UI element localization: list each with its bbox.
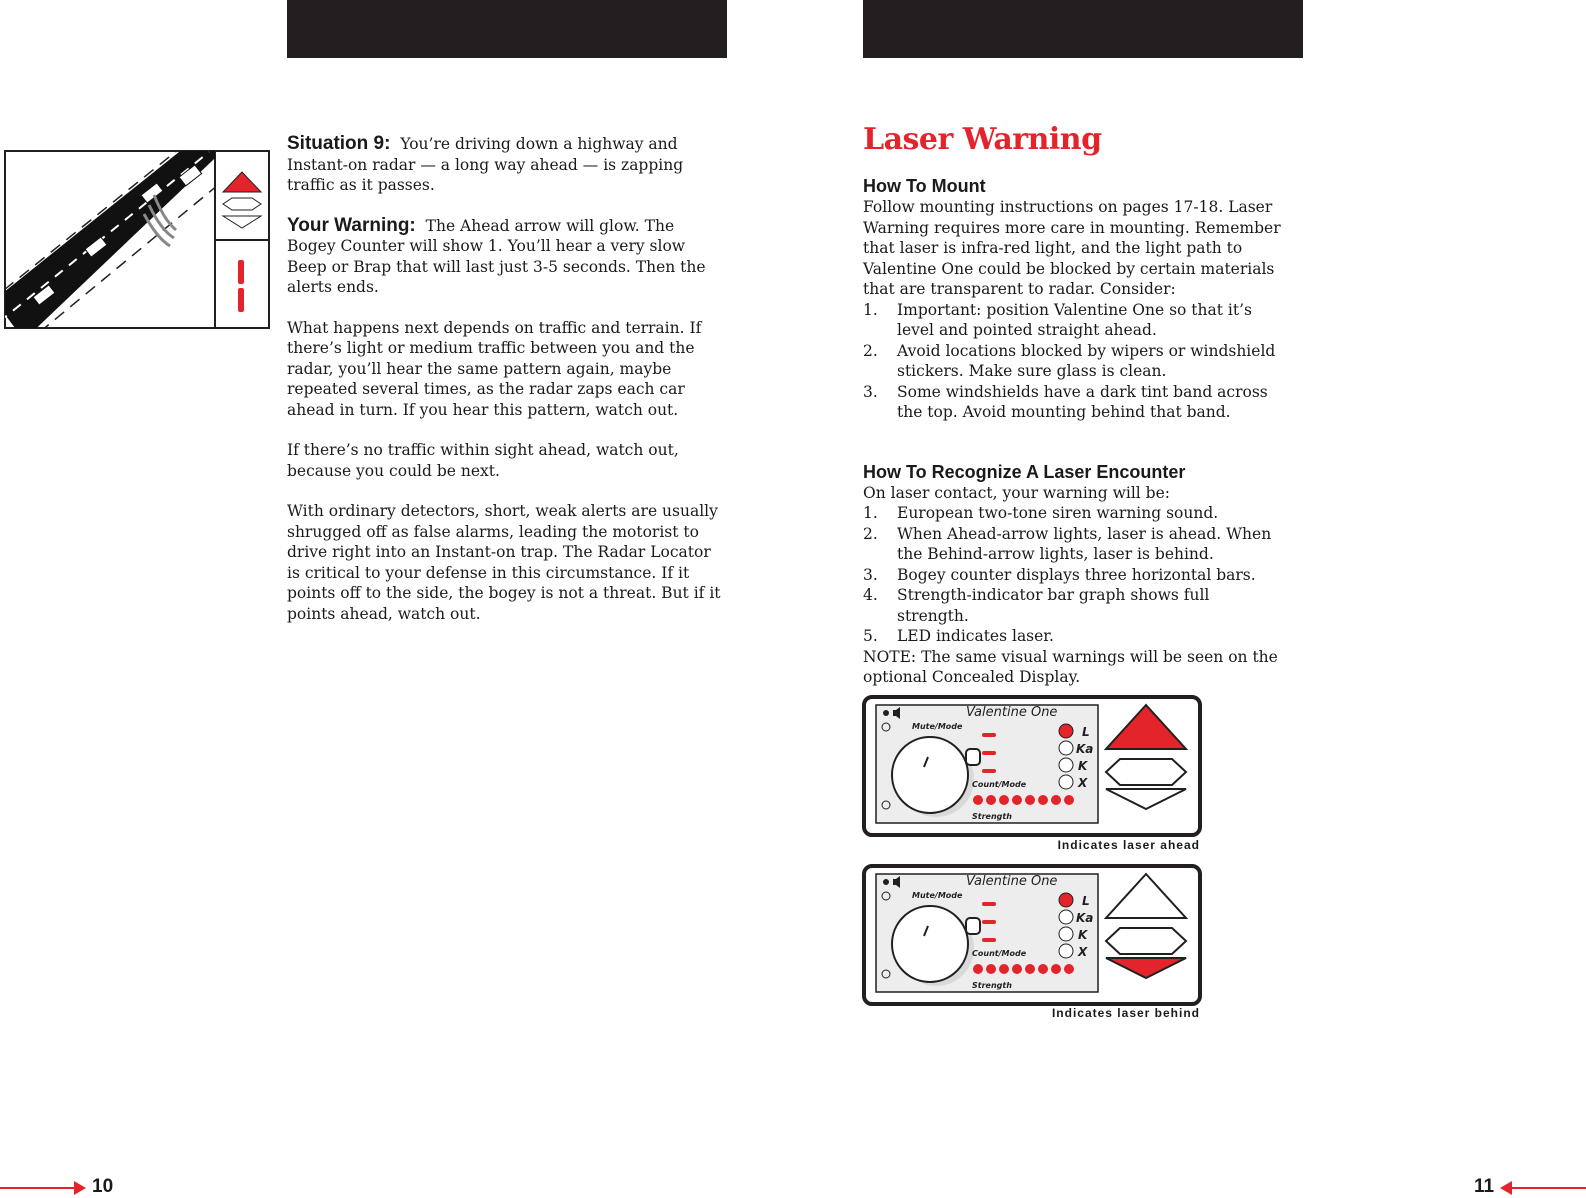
- list-item: 3. Bogey counter displays three horizontal bars.: [863, 565, 1256, 584]
- footer-rule-right: [1510, 1187, 1586, 1189]
- mute-mode-label: Mute/Mode: [912, 891, 963, 900]
- band-label: K: [1078, 928, 1088, 942]
- paragraph: With ordinary detectors, short, weak alerts are usually shrugged off as false alarms, leading the motorist to drive right into an Instant-on trap. The Radar Locator is critical to your defense in this circumstance. If it points off to the side, the bogey is not a threat. But if it points ahead, watch out.: [287, 502, 721, 623]
- detector-display-ahead: [862, 695, 1202, 837]
- mute-mode-label: Mute/Mode: [912, 722, 963, 731]
- header-bar-right: [863, 0, 1303, 58]
- band-label: L: [1082, 725, 1090, 739]
- paragraph: If there’s no traffic within sight ahead, watch out, because you could be next.: [287, 441, 679, 480]
- band-label: X: [1078, 776, 1088, 790]
- band-label: L: [1082, 894, 1090, 908]
- warning-text: The Ahead arrow will glow. The Bogey Counter will show 1. You’ll hear a very slow Beep or Brap that will last just 3-5 seconds. Then the alerts ends.: [287, 216, 706, 296]
- side-arrow-icon: [1106, 928, 1186, 954]
- situation-label: Situation 9:: [287, 133, 391, 154]
- note-text: NOTE: The same visual warnings will be seen on the optional Concealed Display.: [863, 647, 1278, 686]
- band-label: X: [1078, 945, 1088, 959]
- page-number-right: 11: [1474, 1176, 1495, 1197]
- page-title: Laser Warning: [863, 122, 1102, 157]
- detector-display-behind: [862, 864, 1202, 1006]
- arrow-right-icon: [74, 1181, 86, 1195]
- header-bar-left: [287, 0, 727, 58]
- brand-label: Valentine One: [966, 874, 1058, 889]
- list-item: 1. European two-tone siren warning sound.: [863, 504, 1219, 522]
- caption-behind: Indicates laser behind: [1051, 1006, 1200, 1020]
- recognize-intro: On laser contact, your warning will be:: [863, 483, 1170, 502]
- paragraph: What happens next depends on traffic and terrain. If there’s light or medium traffic between you and the radar, you’ll hear the same pattern again, maybe repeated several times, as the radar zaps each car ahead in turn. If you hear this pattern, watch out.: [287, 318, 702, 419]
- list-item: 5. LED indicates laser.: [863, 627, 1054, 645]
- brand-label: Valentine One: [966, 705, 1058, 720]
- list-item: 2. When Ahead-arrow lights, laser is ahead. When the Behind-arrow lights, laser is behind.: [863, 524, 1272, 563]
- band-label: Ka: [1076, 911, 1094, 925]
- left-page-text: [287, 134, 727, 624]
- list-item: 4. Strength-indicator bar graph shows full strength.: [863, 586, 1210, 625]
- strength-label: Strength: [972, 981, 1012, 990]
- caption-ahead: Indicates laser ahead: [1057, 838, 1200, 852]
- section-heading-recognize: How To Recognize A Laser Encounter: [863, 461, 1186, 482]
- band-label: K: [1078, 759, 1088, 773]
- footer-rule-left: [0, 1187, 76, 1189]
- strength-label: Strength: [972, 812, 1012, 821]
- section-heading-mount: How To Mount: [863, 176, 986, 196]
- list-item: 1. Important: position Valentine One so that it’s level and pointed straight ahead.: [863, 300, 1252, 339]
- list-item: 3. Some windshields have a dark tint band across the top. Avoid mounting behind that band.: [863, 382, 1268, 421]
- mount-text: Follow mounting instructions on pages 17-18. Laser Warning requires more care in mounting. Remember that laser is infra-red light, and the light path to Valentine One could be blocked by certain materials that are transparent to radar. Consider:: [863, 198, 1281, 298]
- warning-label: Your Warning:: [287, 214, 416, 236]
- count-mode-label: Count/Mode: [972, 949, 1027, 958]
- page-number-left: 10: [92, 1176, 114, 1197]
- band-label: Ka: [1076, 742, 1094, 756]
- side-arrow-icon: [223, 198, 261, 210]
- highway-diagram: [4, 150, 270, 330]
- list-item: 2. Avoid locations blocked by wipers or windshield stickers. Make sure glass is clean.: [863, 341, 1276, 380]
- count-mode-label: Count/Mode: [972, 780, 1027, 789]
- right-page-text: [863, 122, 1283, 688]
- situation-text: You’re driving down a highway and Instant-on radar — a long way ahead — is zapping traffic as it passes.: [287, 135, 684, 194]
- side-arrow-icon: [1106, 759, 1186, 785]
